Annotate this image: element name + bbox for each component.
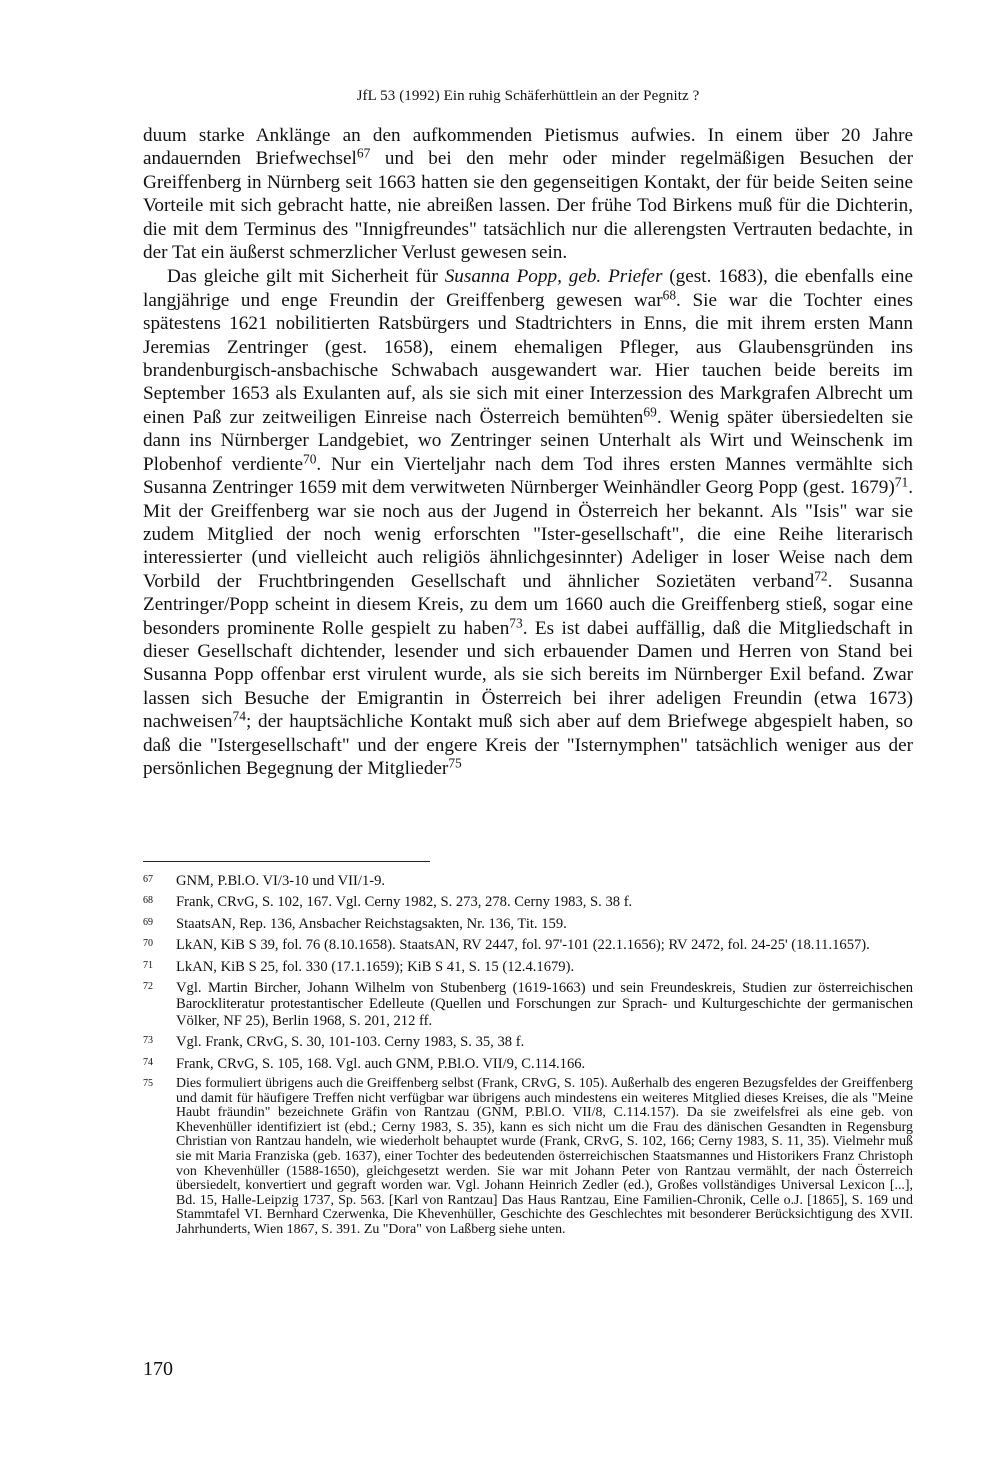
main-text xyxy=(143,124,913,780)
text-run: . Es ist dabei auffällig, daß die Mitgliedschaft in dieser Gesellschaft dichtender, lesender und sich erbauender Damen und Herren von Stand bei Susanna Popp offenbar erst virulent wurde, als sie sich bereits im Nürnberger Exil befand. Zwar lassen sich Besuche der Emigrantin in Österreich bei ihrer adeligen Freundin (etwa 1673) nachweisen xyxy=(143,617,914,733)
text-run: . Sie war die Tochter eines spätestens 1621 nobilitierten Ratsbürgers und Stadtrichters in Enns, die mit ihrem ersten Mann Jeremias Zentringer (gest. 1658), einem ehemaligen Pfleger, aus Glaubensgründen ins brandenburgisch-ansbachische Schwabach ausgewandert war. Hier tauchen beide bereits im September 1653 als Exulanten auf, als sie sich mit einer Interzession des Markgrafen Albrecht um einen Paß zur zeitweiligen Einreise nach Österreich bemühten xyxy=(143,289,914,428)
footnote xyxy=(143,894,913,910)
footnote-number: 73 xyxy=(143,1035,153,1047)
footnote xyxy=(143,1034,913,1050)
footnote-divider xyxy=(143,861,430,862)
footnote-number: 70 xyxy=(143,938,153,950)
text-run: . Mit der Greiffenberg war sie noch aus der Jugend in Österreich her bekannt. Als "Isis" war sie zudem Mitglied der noch wenig erforschten "Ister-gesellschaft", die eine Reihe literarisch interessierter (und vielleicht auch religiös ähnlichgesinnter) Adeliger in loser Weise nach dem Vorbild der Fruchtbringenden Gesellschaft und ähnlicher Sozietäten verband xyxy=(143,477,913,592)
footnote-ref-75[interactable]: 75 xyxy=(448,755,462,771)
footnote-ref-69[interactable]: 69 xyxy=(643,404,657,420)
footnote-ref-73[interactable]: 73 xyxy=(509,614,523,630)
footnote-ref-67[interactable]: 67 xyxy=(356,145,371,161)
footnote xyxy=(143,1056,913,1072)
footnote-ref-70[interactable]: 70 xyxy=(302,450,317,466)
footnote xyxy=(143,937,913,953)
footnote-text: Frank, CRvG, S. 102, 167. Vgl. Cerny 1982, S. 273, 278. Cerny 1983, S. 38 f. xyxy=(176,894,633,911)
footnote-number: 72 xyxy=(143,981,153,993)
footnote-number: 69 xyxy=(143,916,153,928)
footnote-text: GNM, P.Bl.O. VI/3-10 und VII/1-9. xyxy=(176,873,386,889)
text-run: . Nur ein Vierteljahr nach dem Tod ihres ersten Mannes vermählte sich Susanna Zentringer 1659 mit dem verwitweten Nürnberger Weinhändler Georg Popp (gest. 1679) xyxy=(143,453,913,499)
text-run: . Wenig später übersiedelten sie dann ins Nürnberger Landgebiet, wo Zentringer seinen Unterhalt als Wirt und Weinschenk im Plobenhof verdiente xyxy=(143,406,913,475)
footnote-number: 67 xyxy=(143,874,153,885)
paragraph-1 xyxy=(143,124,913,264)
footnote xyxy=(143,873,913,889)
text-run: . Susanna Zentringer/Popp scheint in diesem Kreis, zu dem um 1660 auch die Greiffenberg stieß, sogar eine besonders prominente Rolle gespielt zu haben xyxy=(143,570,913,639)
footnote-text: Vgl. Frank, CRvG, S. 30, 101-103. Cerny 1983, S. 35, 38 f. xyxy=(176,1034,525,1051)
text-run: (gest. 1683), die ebenfalls eine langjährige und enge Freundin der Greiffenberg gewesen war xyxy=(143,266,913,311)
paragraph-2 xyxy=(143,265,913,780)
footnote-number: 74 xyxy=(143,1056,153,1068)
footnote-text: Dies formuliert übrigens auch die Greiffenberg selbst (Frank, CRvG, S. 105). Außerhalb des engeren Bezugsfeldes der Greiffenberg und damit für häufigere Treffen nicht verfügbar war übrigens auch mindestens ein weiteres Mitglied dieses Kreises, die als "Meine Haubt fräundin" bezeichnete Gräfin von Rantzau (GNM, P.Bl.O. VII/8, C.114.157). Da sie zweifelsfrei als eine geb. von Khevenhüller identifiziert ist (ebd.; Cerny 1983, S. 35), kann es sich nicht um die Frau des dänischen Gesandten in Regensburg Christian von Rantzau handeln, wie wiederholt behauptet wurde (Frank, CRvG, S. 102, 166; Cerny 1983, S. 11, 35). Vielmehr muß sie mit Maria Franziska (geb. 1637), einer Tochter des bedeutenden österreichischen Staatsmannes und Historikers Franz Christoph von Khevenhüller (1588-1650), gleichgesetzt werden. Sie war mit Johann Peter von Rantzau vermählt, der nach Österreich übersiedelt, konvertiert und gegraft worden war. Vgl. Johann Heinrich Zedler (ed.), Großes vollständiges Universal Lexicon [...], Bd. 15, Halle-Leipzig 1737, Sp. 563. [Karl von Rantzau] Das Haus Rantzau, Eine Familien-Chronik, Celle o.J. [1865], S. 169 und Stammtafel VI. Bernhard Czerwenka, Die Khevenhüller, Geschichte des Geschlechtes mit besonderer Berücksichtigung des XVII. Jahrhunderts, Wien 1867, S. 391. Zu "Dora" von Laßberg siehe unten. xyxy=(176,1076,913,1237)
running-header: JfL 53 (1992) Ein ruhig Schäferhüttlein an der Pegnitz ? xyxy=(356,88,700,104)
text-run: und bei den mehr oder minder regelmäßigen Besuchen der Greiffenberg in Nürnberg seit 1663 hatten sie den gegenseitigen Kontakt, der für beide Seiten seine Vorteile mit sich gebracht hatte, nie abreißen lassen. Der frühe Tod Birkens muß für die Dichterin, die mit dem Terminus des "Innigfreundes" tatsächlich nur die allerengsten Vertrauten bedachte, in der Tat ein äußerst schmerzlicher Verlust gewesen sein. xyxy=(143,148,913,264)
footnote-ref-68[interactable]: 68 xyxy=(662,287,677,303)
footnote-ref-74[interactable]: 74 xyxy=(232,708,246,724)
footnote xyxy=(143,1077,913,1238)
footnote xyxy=(143,980,913,1029)
footnote-number: 68 xyxy=(143,895,153,907)
footnote-number: 71 xyxy=(143,959,153,971)
footnote-text: Frank, CRvG, S. 105, 168. Vgl. auch GNM, P.Bl.O. VII/9, C.114.166. xyxy=(176,1055,586,1072)
footnote-ref-71[interactable]: 71 xyxy=(894,474,909,490)
footnote-text: LkAN, KiB S 39, fol. 76 (8.10.1658). StaatsAN, RV 2447, fol. 97'-101 (22.1.1656); RV 2472, fol. 24-25' (18.11.1657). xyxy=(176,937,870,954)
text-run: Das gleiche gilt mit Sicherheit für xyxy=(167,266,445,288)
footnotes xyxy=(143,873,913,1243)
footnote-text: StaatsAN, Rep. 136, Ansbacher Reichstagsakten, Nr. 136, Tit. 159. xyxy=(176,915,567,932)
footnote-text: Vgl. Martin Bircher, Johann Wilhelm von Stubenberg (1619-1663) und sein Freundeskreis, Studien zur österreichischen Barockliteratur protestantischer Edelleute (Quellen und Forschungen zur Sprach- und Kulturgeschichte der germanischen Völker, NF 25), Berlin 1968, S. 201, 212 ff. xyxy=(176,980,913,1029)
page-number: 170 xyxy=(143,1358,173,1380)
text-run: ; der hauptsächliche Kontakt muß sich aber auf dem Briefwege abgespielt haben, so daß die "Istergesellschaft" und der engere Kreis der "Isternymphen" tatsächlich weniger aus der persönlichen Begegnung der Mitglieder xyxy=(143,711,913,779)
text-run: duum starke Anklänge an den aufkommenden Pietismus aufwies. In einem über 20 Jahre andauernden Briefwechsel xyxy=(143,125,913,170)
footnote-ref-72[interactable]: 72 xyxy=(814,568,828,583)
italic-name: Susanna Popp, geb. Priefer xyxy=(444,266,663,288)
footnote xyxy=(143,916,913,932)
footnote-number: 75 xyxy=(143,1078,153,1090)
footnote-text: LkAN, KiB S 25, fol. 330 (17.1.1659); KiB S 41, S. 15 (12.4.1679). xyxy=(176,958,575,975)
footnote xyxy=(143,959,913,975)
